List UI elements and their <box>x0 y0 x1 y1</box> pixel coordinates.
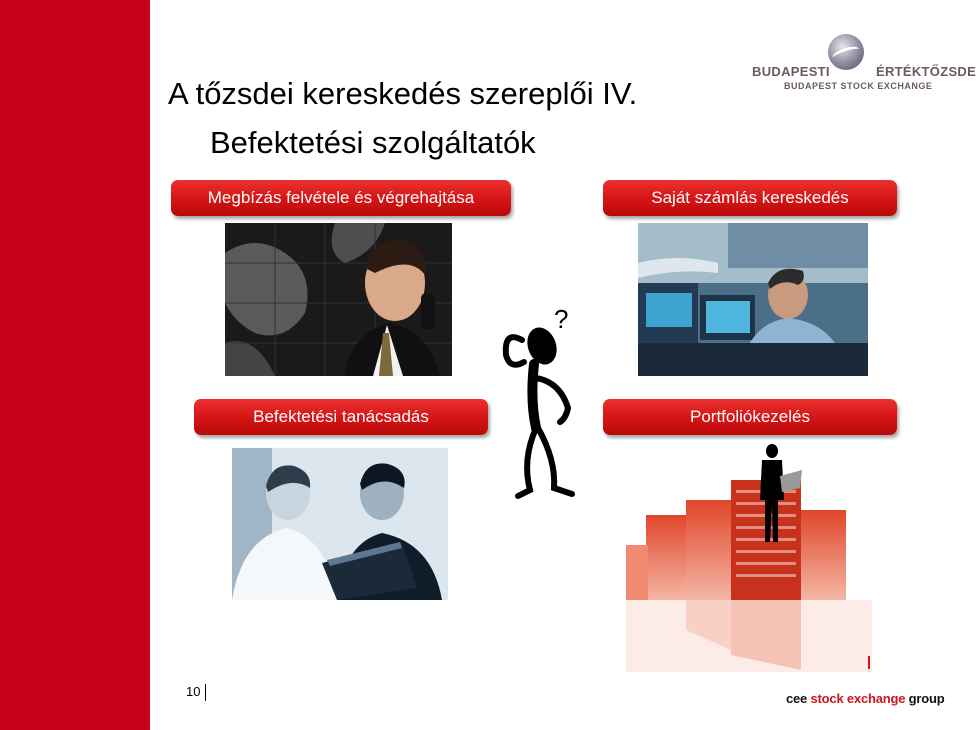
slide-number: 10 <box>186 684 201 699</box>
slide-title-line2: Befektetési szolgáltatók <box>210 125 536 160</box>
box-portfolio-management: Portfoliókezelés <box>603 399 897 435</box>
photo-businessman-on-buildings <box>626 440 872 672</box>
brand-stock-exchange: stock exchange <box>810 691 906 706</box>
globe-logo-icon <box>828 34 864 70</box>
bse-logo <box>752 30 976 92</box>
slide-number-divider <box>205 684 206 701</box>
logo-text-budapesti: BUDAPESTI <box>752 64 830 79</box>
logo-text-ertektozsde: ÉRTÉKTŐZSDE <box>876 64 976 79</box>
box-order-execution: Megbízás felvétele és végrehajtása <box>171 180 511 216</box>
photo-advisors-at-laptop <box>232 448 448 600</box>
red-side-strip <box>0 0 150 730</box>
thinking-figure-illustration <box>496 300 600 500</box>
red-tick-mark <box>868 656 870 669</box>
box-proprietary-trading: Saját számlás kereskedés <box>603 180 897 216</box>
photo-traders-at-screens <box>638 223 868 376</box>
brand-group: group <box>905 691 945 706</box>
photo-broker-on-phone <box>225 223 452 376</box>
question-mark-icon: ? <box>554 304 569 334</box>
cee-group-brand <box>786 691 945 706</box>
brand-cee: cee <box>786 691 811 706</box>
logo-text-english: BUDAPEST STOCK EXCHANGE <box>784 81 933 91</box>
slide-title-line1: A tőzsdei kereskedés szereplői IV. <box>168 76 638 111</box>
box-investment-advice: Befektetési tanácsadás <box>194 399 488 435</box>
